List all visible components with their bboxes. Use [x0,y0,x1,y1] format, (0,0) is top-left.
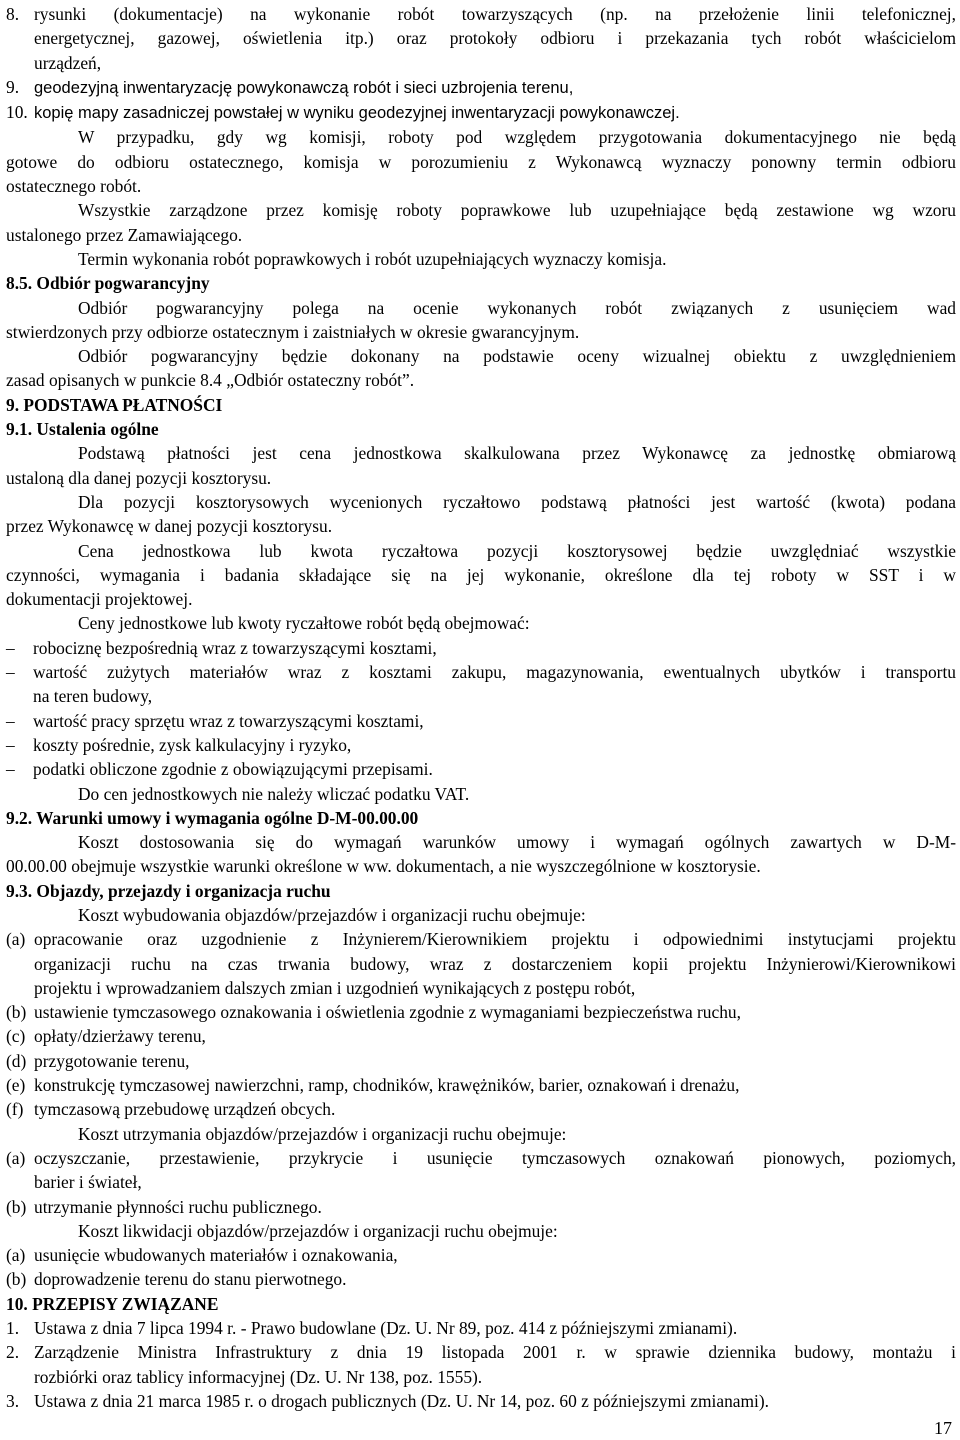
dash-bullet: – [6,734,15,755]
list-number: 10. [6,102,28,123]
list-item: – wartość zużytych materiałów wraz z kosztami zakupu, magazynowania, ewentualnych ubytków i transportu na teren budowy, [6,662,956,707]
paragraph: Cena jednostkowa lub kwota ryczałtowa pozycji kosztorysowej będzie uwzględniać wszystkie czynności, wymagania i badania składające się na jej wykonanie, określone dla tej roboty w SST i w dokumentacji projektowej. [6,540,956,610]
list-item: – robociznę bezpośrednią wraz z towarzyszącymi kosztami, [6,636,956,660]
list-text: geodezyjną inwentaryzację powykonawczą robót i sieci uzbrojenia terenu, [34,78,574,97]
paragraph: Dla pozycji kosztorysowych wycenionych ryczałtowo podstawą płatności jest wartość (kwota) podana przez Wykonawcę w danej pozycji kosztorysu. [6,491,956,537]
paragraph: Koszt likwidacji objazdów/przejazdów i organizacji ruchu obejmuje: [78,1220,558,1241]
list-text: rysunki (dokumentacje) na wykonanie robót towarzyszących (np. na przełożenie linii telefonicznej, [34,4,956,24]
list-text: energetycznej, gazowej, oświetlenia itp.) oraz protokoły odbioru i przekazania tych robót właścicielom [34,28,956,49]
list-label: (a) [6,1147,26,1168]
list-number: 2. [6,1342,20,1363]
paragraph: Odbiór pogwarancyjny polega na ocenie wykonanych robót związanych z usunięciem wad stwierdzonych przy odbiorze ostatecznym i zaistniałych w okresie gwarancyjnym. [6,297,956,342]
list-number: 3. [6,1390,20,1411]
list-item: (a) opracowanie oraz uzgodnienie z Inżynierem/Kierownikiem projektu i odpowiednimi instytucjami projektu organizacji ruchu na czas trwania budowy, wraz z dostarczeniem kopii projektu Inżynierowi/Kierownikowi projektu i wprowadzaniem dalszych zmian i uzgodnień wynikających z postępu robót, [6,929,956,998]
list-text: urządzeń, [34,52,102,73]
section-heading: 9.1. Ustalenia ogólne [6,419,159,440]
paragraph: Wszystkie zarządzone przez komisję roboty poprawkowe lub uzupełniające będą zestawione wg wzoru ustalonego przez Zamawiającego. [6,200,956,245]
paragraph: Odbiór pogwarancyjny będzie dokonany na podstawie oceny wizualnej obiektu z uwzględnieniem zasad opisanych w punkcie 8.4 „Odbiór ostateczny robót”. [6,346,956,391]
paragraph: Koszt wybudowania objazdów/przejazdów i organizacji ruchu obejmuje: [78,904,586,925]
list-item: 3. Ustawa z dnia 21 marca 1985 r. o drogach publicznych (Dz. U. Nr 14, poz. 60 z późniejszymi zmianami). [6,1389,956,1413]
dash-bullet: – [6,637,15,658]
paragraph: W przypadku, gdy wg komisji, roboty pod względem przygotowania dokumentacyjnego nie będą gotowe do odbioru ostatecznego, komisja w porozumieniu z Wykonawcą wyznaczy ponowny termin odbioru ostatecznego robót. [6,127,956,197]
paragraph: Ceny jednostkowe lub kwoty ryczałtowe robót będą obejmować: [78,613,530,634]
list-item: – koszty pośrednie, zysk kalkulacyjny i ryzyko, [6,733,956,757]
numbered-list [6,1316,956,1413]
section-heading: 9.3. Objazdy, przejazdy i organizacja ruchu [6,880,331,901]
paragraph: Koszt dostosowania się do wymagań warunków umowy i wymagań ogólnych zawartych w D-M- 00.00.00 obejmuje wszystkie warunki określone w ww. dokumentach, a nie wyszczególnione w kosztorysie. [6,832,956,877]
section-heading: 9. PODSTAWA PŁATNOŚCI [6,394,223,415]
list-item: (f) tymczasową przebudowę urządzeń obcych. [6,1097,956,1121]
dash-bullet: – [6,710,15,731]
list-item: 2. Zarządzenie Ministra Infrastruktury z dnia 19 listopada 2001 r. w sprawie dziennika budowy, montażu i rozbiórki oraz tablicy informacyjnej (Dz. U. Nr 138, poz. 1555). [6,1342,956,1387]
section-heading: 9.2. Warunki umowy i wymagania ogólne D-M-00.00.00 [6,807,419,828]
list-item [6,2,956,75]
list-item: (b) utrzymanie płynności ruchu publicznego. [6,1195,956,1219]
list-label: (f) [6,1099,24,1120]
list-item: 1. Ustawa z dnia 7 lipca 1994 r. - Prawo budowlane (Dz. U. Nr 89, poz. 414 z późniejszymi zmianami). [6,1316,956,1340]
lettered-list [6,1146,956,1219]
paragraph: Do cen jednostkowych nie należy wliczać podatku VAT. [78,783,470,804]
list-item: (b) doprowadzenie terenu do stanu pierwotnego. [6,1267,956,1291]
list-label: (b) [6,1002,27,1023]
dash-bullet: – [6,662,15,683]
paragraph: Podstawą płatności jest cena jednostkowa skalkulowana przez Wykonawcę za jednostkę obmiarową ustaloną dla danej pozycji kosztorysu. [6,443,956,488]
list-item [6,75,956,100]
list-item: (c) opłaty/dzierżawy terenu, [6,1024,956,1048]
document-page [6,2,956,1413]
list-number: 1. [6,1318,20,1339]
list-item: – wartość pracy sprzętu wraz z towarzyszącymi kosztami, [6,709,956,733]
list-item: (a) oczyszczanie, przestawienie, przykrycie i usunięcie tymczasowych oznakowań pionowych, poziomych, barier i świateł, [6,1147,956,1193]
list-number: 8. [6,4,20,24]
list-item: – podatki obliczone zgodnie z obowiązującymi przepisami. [6,757,956,781]
paragraph: Termin wykonania robót poprawkowych i robót uzupełniających wyznaczy komisja. [78,248,667,269]
list-label: (b) [6,1196,27,1217]
list-number: 9. [6,76,20,97]
dash-list [6,636,956,782]
list-label: (e) [6,1075,26,1096]
paragraph: Koszt utrzymania objazdów/przejazdów i organizacji ruchu obejmuje: [78,1123,567,1144]
list-label: (a) [6,1245,26,1266]
list-label: (d) [6,1050,27,1071]
lettered-list [6,1243,956,1292]
section-heading: 8.5. Odbiór pogwarancyjny [6,273,210,294]
dash-bullet: – [6,759,15,780]
list-label: (c) [6,1026,26,1047]
page-number: 17 [934,1418,952,1438]
list-item [6,100,956,125]
list-text: kopię mapy zasadniczej powstałej w wyniku geodezyjnej inwentaryzacji powykonawczej. [34,104,680,123]
list-label: (b) [6,1269,27,1290]
list-item: (b) ustawienie tymczasowego oznakowania i oświetlenia zgodnie z wymaganiami bezpieczeństwa ruchu, [6,1000,956,1024]
list-item: (a) usunięcie wbudowanych materiałów i oznakowania, [6,1243,956,1267]
lettered-list [6,927,956,1121]
section-heading: 10. PRZEPISY ZWIĄZANE [6,1293,219,1314]
list-label: (a) [6,929,26,950]
list-item: (d) przygotowanie terenu, [6,1049,956,1073]
list-item: (e) konstrukcję tymczasowej nawierzchni, ramp, chodników, krawężników, barier, oznakowań i drenażu, [6,1073,956,1097]
